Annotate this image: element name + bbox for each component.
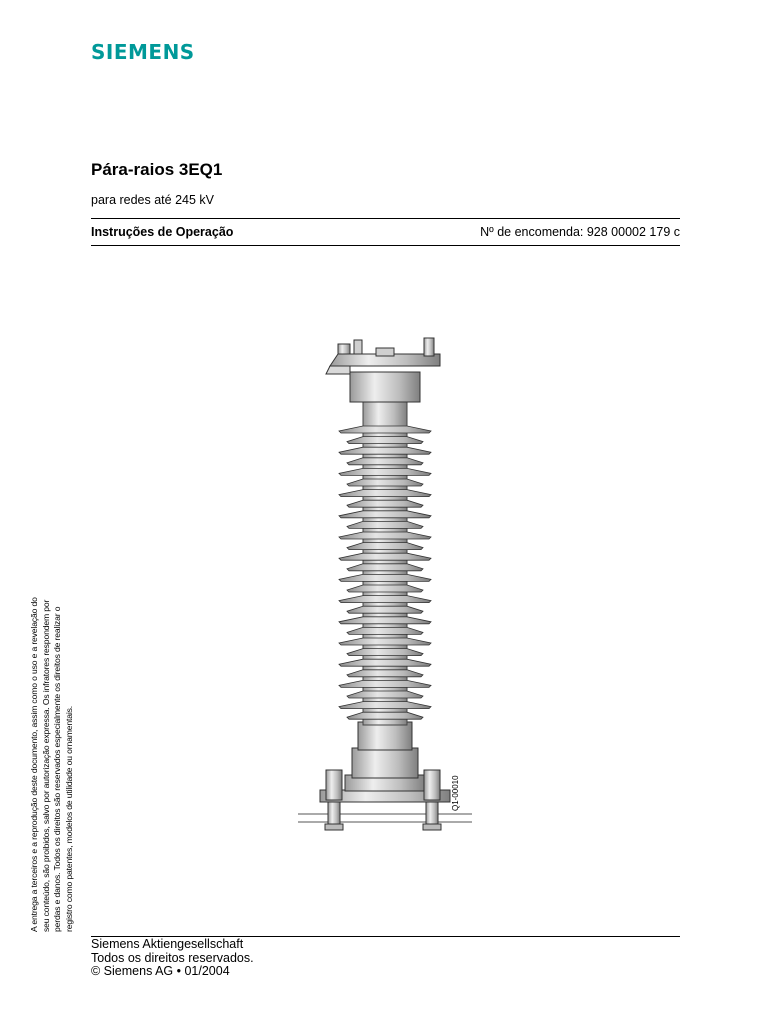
insulator-shed bbox=[347, 458, 423, 465]
header-divider-bottom bbox=[91, 245, 680, 246]
insulator-shed bbox=[339, 659, 431, 666]
footer-copyright: © Siemens AG • 01/2004 bbox=[91, 964, 230, 978]
lower-neck bbox=[352, 722, 418, 778]
insulator-shed bbox=[347, 437, 423, 444]
ground-line bbox=[298, 814, 472, 822]
surge-arrester-illustration bbox=[290, 330, 480, 840]
insulator-shed bbox=[339, 447, 431, 454]
insulator-shed bbox=[339, 511, 431, 518]
page-subtitle: para redes até 245 kV bbox=[91, 193, 214, 207]
legal-notice bbox=[29, 587, 75, 932]
insulator-shed bbox=[339, 574, 431, 581]
figure-code: Q1-00010 bbox=[451, 775, 460, 811]
insulator-shed bbox=[347, 691, 423, 698]
footer-rights: Todos os direitos reservados. bbox=[91, 950, 254, 965]
insulator-shed bbox=[347, 521, 423, 528]
insulator-shed bbox=[339, 680, 431, 687]
insulator-shed bbox=[347, 543, 423, 550]
page-title: Pára-raios 3EQ1 bbox=[91, 160, 223, 179]
insulator-shed bbox=[347, 627, 423, 634]
legal-line: A entrega a terceiros e a reprodução deste documento, assim como o uso e a revelação do bbox=[29, 597, 39, 932]
insulator-shed bbox=[339, 532, 431, 539]
insulator-shed bbox=[347, 564, 423, 571]
header-divider-top bbox=[91, 218, 680, 219]
insulator-shed bbox=[339, 702, 431, 709]
insulator-shed bbox=[347, 479, 423, 486]
insulator-shed bbox=[347, 670, 423, 677]
footer-company: Siemens Aktiengesellschaft bbox=[91, 937, 244, 951]
insulator-shed bbox=[339, 468, 431, 475]
legal-line: registro como patentes, modelos de utilidade ou ornamentais. bbox=[63, 705, 74, 932]
siemens-logo: SIEMENS bbox=[91, 40, 195, 64]
insulator-shed bbox=[347, 585, 423, 592]
insulator-shed bbox=[347, 649, 423, 656]
insulator-shed bbox=[347, 712, 423, 719]
base-flange bbox=[320, 770, 450, 830]
legal-line: perdas e danos. Todos os direitos são reservados especialmente os direitos de realizar o bbox=[52, 606, 63, 932]
insulator-shed bbox=[339, 490, 431, 497]
insulator-shed bbox=[347, 606, 423, 613]
footer bbox=[91, 938, 254, 979]
insulator-shed bbox=[339, 596, 431, 603]
insulator-shed bbox=[339, 617, 431, 624]
insulator-shed bbox=[339, 426, 431, 433]
legal-line: seu conteúdo, são proibidos, salvo por autorização expressa. Os infratores respondem por bbox=[40, 599, 51, 932]
insulator-shed bbox=[339, 553, 431, 560]
order-number: Nº de encomenda: 928 00002 179 c bbox=[480, 225, 680, 239]
insulator-shed bbox=[339, 638, 431, 645]
top-cap bbox=[326, 338, 440, 402]
document-type: Instruções de Operação bbox=[91, 225, 234, 239]
insulator-shed bbox=[347, 500, 423, 507]
